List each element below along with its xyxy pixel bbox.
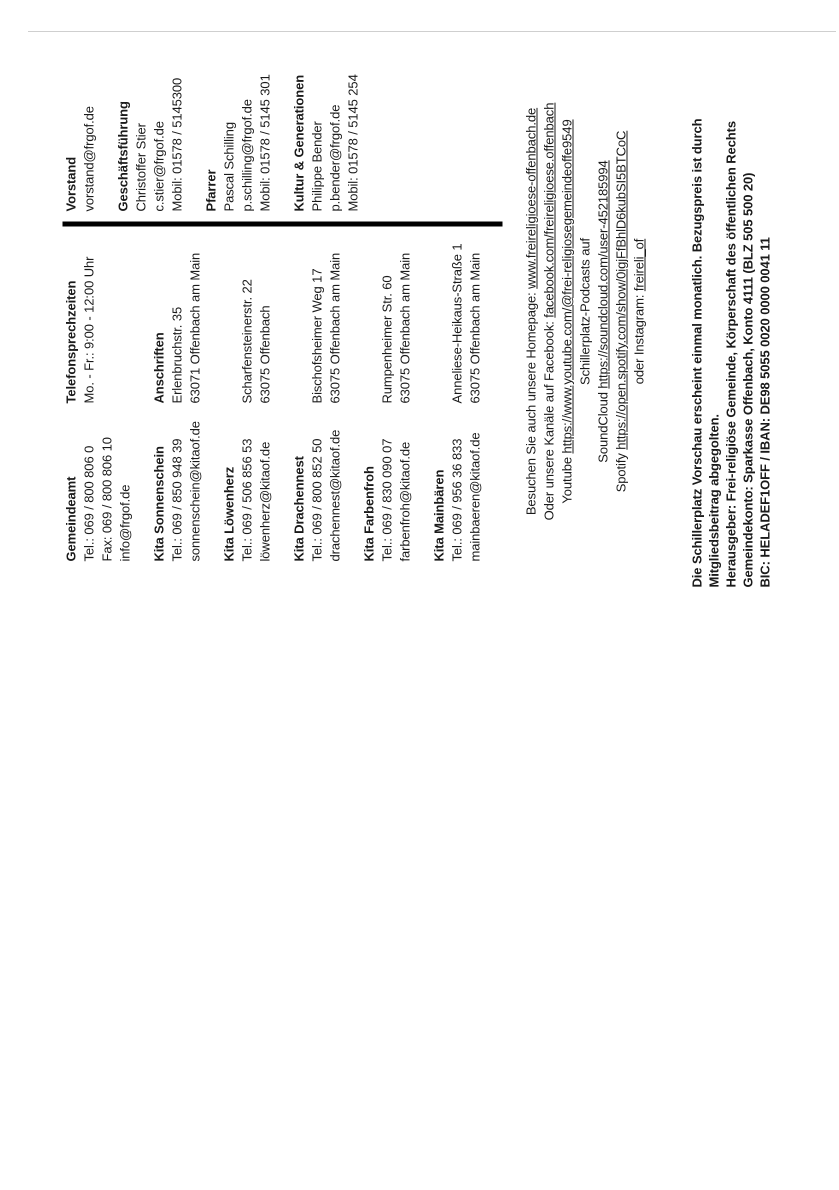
homepage-label: Besuchen Sie auch unsere Homepage: bbox=[523, 288, 538, 515]
block-address-drachennest bbox=[290, 226, 344, 403]
instagram-line bbox=[630, 36, 648, 586]
contact-line: Mobil: 01578 / 5145 301 bbox=[257, 73, 272, 211]
vertical-divider-rule bbox=[62, 221, 502, 226]
contact-columns bbox=[62, 74, 502, 561]
block-address-loewenherz bbox=[220, 226, 274, 403]
contact-heading: Vorstand bbox=[63, 156, 78, 211]
block-kita-mainbaeren bbox=[430, 403, 484, 561]
imprint-line: Die Schillerplatz Vorschau erscheint einmal monatlich. Bezugspreis ist durch bbox=[689, 118, 704, 587]
contact-line: Tel.: 069 / 506 856 53 bbox=[239, 438, 254, 561]
imprint-line: BIC: HELADEF1OFF / IBAN: DE98 5055 0020 0000 0041 11 bbox=[757, 236, 772, 587]
contact-line-email: info@frgof.de bbox=[117, 484, 132, 561]
contact-heading: Kita Drachennest bbox=[291, 455, 306, 561]
contact-heading: Kita Sonnenschein bbox=[151, 445, 166, 561]
address-line: 63071 Offenbach am Main bbox=[187, 252, 202, 403]
contact-line: Mobil: 01578 / 5145 254 bbox=[345, 73, 360, 211]
contact-line: Fax: 069 / 800 806 10 bbox=[99, 436, 114, 561]
block-vorstand bbox=[62, 74, 98, 211]
contact-column-people bbox=[62, 74, 362, 221]
contact-line-email: c.stier@frgof.de bbox=[151, 120, 166, 211]
contact-line-email: p.schilling@frgof.de bbox=[239, 98, 254, 211]
spotify-link[interactable]: https://open.spotify.com/show/0igjFfBhlD6kubSI5BTCoC bbox=[613, 130, 628, 450]
imprint-line: Gemeindekonto: Sparkasse Offenbach, Konto 4111 (BLZ 505 500 20) bbox=[740, 172, 755, 587]
address-line: 63075 Offenbach am Main bbox=[327, 252, 342, 403]
contact-line: Philippe Bender bbox=[309, 120, 324, 211]
contact-line-email: mainbaeren@kitaof.de bbox=[467, 432, 482, 561]
blank-line bbox=[220, 226, 238, 403]
block-gemeindeamt bbox=[62, 403, 134, 561]
contact-line: Tel.: 069 / 850 948 39 bbox=[169, 438, 184, 561]
block-address-farbenfroh bbox=[360, 226, 414, 403]
address-line: Bischofsheimer Weg 17 bbox=[309, 268, 324, 403]
contact-column-hours-addresses bbox=[62, 226, 484, 403]
contact-line: Tel.: 069 / 830 090 07 bbox=[379, 438, 394, 561]
homepage-link[interactable]: www.freireligioese-offenbach.de bbox=[523, 107, 538, 289]
contact-heading: Kultur & Generationen bbox=[291, 74, 306, 211]
podcasts-line: Schillerplatz-Podcasts auf bbox=[577, 237, 592, 385]
blank-line bbox=[360, 226, 378, 403]
instagram-label: oder Instagram: bbox=[631, 290, 646, 384]
contact-line-email: drachennest@kitaof.de bbox=[327, 429, 342, 561]
block-kita-sonnenschein bbox=[150, 403, 204, 561]
soundcloud-link[interactable]: https://soundcloud.com/user-452185994 bbox=[595, 159, 610, 389]
block-kita-drachennest bbox=[290, 403, 344, 561]
instagram-link[interactable]: freireli_of bbox=[631, 238, 646, 291]
blank-line bbox=[98, 226, 116, 403]
contact-heading: Kita Löwenherz bbox=[221, 466, 236, 561]
block-address-mainbaeren bbox=[430, 226, 484, 403]
address-line: Rumpenheimer Str. 60 bbox=[379, 274, 394, 403]
contact-line-email: sonnenschein@kitaof.de bbox=[187, 420, 202, 561]
address-line: Anneliese-Heikaus-Straße 1 bbox=[449, 243, 464, 403]
blank-line bbox=[290, 226, 308, 403]
contact-line: Tel.: 069 / 800 852 50 bbox=[309, 438, 324, 561]
soundcloud-label: SoundCloud bbox=[595, 388, 610, 463]
address-line: 63075 Offenbach bbox=[257, 304, 272, 403]
blank-line bbox=[116, 226, 134, 403]
contact-heading: Kita Mainbären bbox=[431, 469, 446, 561]
facebook-label: Oder unsere Kanäle auf Facebook: bbox=[541, 317, 556, 520]
contact-line: Tel.: 069 / 800 806 0 bbox=[81, 445, 96, 561]
contact-column-offices bbox=[62, 403, 484, 561]
imprint-line: Herausgeber: Frei-religiöse Gemeinde, Körperschaft des öffentlichen Rechts bbox=[723, 120, 738, 587]
contact-heading: Anschriften bbox=[151, 331, 166, 403]
contact-line: Mobil: 01578 / 5145300 bbox=[169, 77, 184, 211]
soundcloud-line bbox=[594, 36, 612, 586]
contact-line-email: farbenfroh@kitaof.de bbox=[397, 441, 412, 561]
contact-line: Pascal Schilling bbox=[221, 121, 236, 211]
block-kita-farbenfroh bbox=[360, 403, 414, 561]
youtube-link[interactable]: https://www.youtube.com/@frei-religiosegemeindeoffe9549 bbox=[559, 118, 574, 454]
contact-line: Tel.: 069 / 956 36 833 bbox=[449, 438, 464, 561]
contact-line-email: löwenherz@kitaof.de bbox=[257, 441, 272, 561]
imprint-block bbox=[688, 7, 773, 587]
block-pfarrer bbox=[202, 74, 274, 211]
contact-heading: Pfarrer bbox=[203, 169, 218, 211]
spotify-label: Spotify bbox=[613, 449, 628, 492]
address-line: 63075 Offenbach am Main bbox=[467, 252, 482, 403]
homepage-line bbox=[522, 36, 540, 586]
block-telefonsprechzeiten bbox=[62, 226, 134, 403]
contact-line: Christoffer Stier bbox=[133, 122, 148, 211]
block-kita-loewenherz bbox=[220, 403, 274, 561]
contact-line-email: vorstand@frgof.de bbox=[81, 105, 96, 211]
contact-heading: Geschäftsführung bbox=[115, 100, 130, 211]
spotify-line bbox=[612, 36, 630, 586]
contact-heading: Kita Farbenfroh bbox=[361, 465, 376, 561]
address-line: 63075 Offenbach am Main bbox=[397, 252, 412, 403]
imprint-line: Mitgliedsbeitrag abgegolten. bbox=[706, 413, 721, 587]
facebook-line bbox=[540, 36, 558, 586]
contact-line: Mo. - Fr.: 9:00 - 12:00 Uhr bbox=[81, 256, 96, 403]
contact-heading: Telefonsprechzeiten bbox=[63, 280, 78, 403]
contact-heading: Gemeindeamt bbox=[63, 476, 78, 561]
web-links-section bbox=[522, 36, 648, 586]
address-line: Erlenbruchstr. 35 bbox=[169, 306, 184, 403]
block-geschaeftsfuehrung bbox=[114, 74, 186, 211]
contact-line-email: p.bender@frgof.de bbox=[327, 104, 342, 211]
block-anschriften bbox=[150, 226, 204, 403]
youtube-label: Youtube bbox=[559, 453, 574, 504]
facebook-link[interactable]: facebook.com/freireligioese.offenbach bbox=[541, 102, 556, 318]
block-kultur-generationen bbox=[290, 74, 362, 211]
address-line: Scharfensteinerstr. 22 bbox=[239, 278, 254, 403]
youtube-line bbox=[558, 36, 576, 586]
blank-line bbox=[430, 226, 448, 403]
